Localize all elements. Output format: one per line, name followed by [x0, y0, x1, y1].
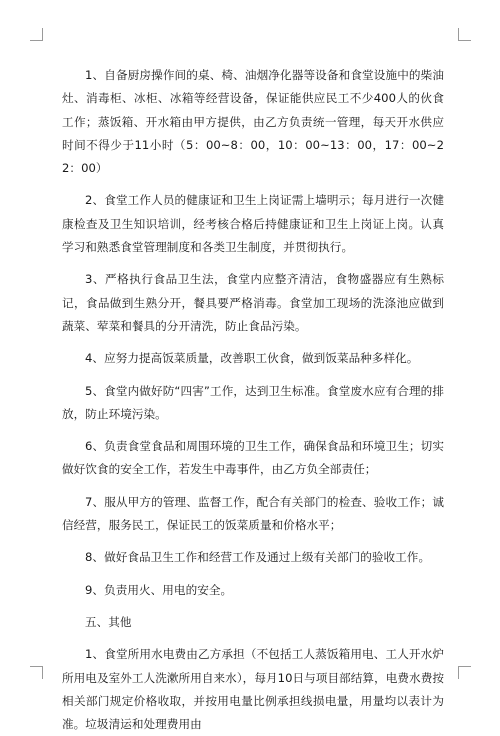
paragraph-item-2: 2、食堂工作人员的健康证和卫生上岗证需上墙明示；每月进行一次健康检查及卫生知识培训，经考核合格后持健康证和卫生上岗证上岗。认真学习和熟悉食堂管理制度和各类卫生制度，并贯彻执行。	[62, 193, 444, 255]
document-body	[62, 64, 444, 736]
crop-mark-top-left	[30, 28, 43, 41]
paragraph-item-8: 8、做好食品卫生工作和经营工作及通过上级有关部门的验收工作。	[85, 550, 431, 565]
crop-mark-top-right	[458, 28, 471, 41]
paragraph-item-5: 5、食堂内做好防“四害”工作，达到卫生标准。食堂废水应有合理的排放，防止环境污染。	[62, 383, 444, 421]
paragraph-item-4: 4、应努力提高饭菜质量，改善职工伙食，做到饭菜品种多样化。	[85, 351, 419, 366]
paragraph-item-3: 3、严格执行食品卫生法，食堂内应整齐清洁，食物盛器应有生熟标记，食品做到生熟分开，餐具要严格消毒。食堂加工现场的洗涤池应做到蔬菜、荤菜和餐具的分开清洗，防止食品污染。	[62, 272, 444, 333]
paragraph-item-7: 7、服从甲方的管理、监督工作，配合有关部门的检查、验收工作；诚信经营，服务民工，保证民工的饭菜质量和价格水平；	[62, 494, 444, 533]
paragraph-item-1: 1、自备厨房操作间的桌、椅、油烟净化器等设备和食堂设施中的柴油灶、消毒柜、冰柜、冰箱等经营设备，保证能供应民工不少400人的伙食工作；蒸饭箱、开水箱由甲方提供，由乙方负责统一管理，每天开水供应时间不得少于11小时（5：00~8：00，10：00~13：00，17：00~22：00）	[62, 68, 444, 176]
section-heading-other: 五、其他	[85, 614, 132, 629]
crop-mark-bottom-right	[458, 666, 471, 679]
paragraph-item-9: 9、负责用火、用电的安全。	[85, 582, 233, 597]
crop-mark-bottom-left	[30, 666, 43, 679]
paragraph-other-1: 1、食堂所用水电费由乙方承担（不包括工人蒸饭箱用电、工人开水炉所用电及室外工人洗漱所用自来水），每月10日与项目部结算，电费水费按相关部门规定价格收取，并按用电量比例承担线损电量，用量均以表计为准。垃圾清运和处理费用由	[62, 647, 444, 732]
paragraph-item-6: 6、负责食堂食品和周围环境的卫生工作，确保食品和环境卫生；切实做好饮食的安全工作，若发生中毒事件，由乙方负全部责任；	[62, 439, 444, 477]
